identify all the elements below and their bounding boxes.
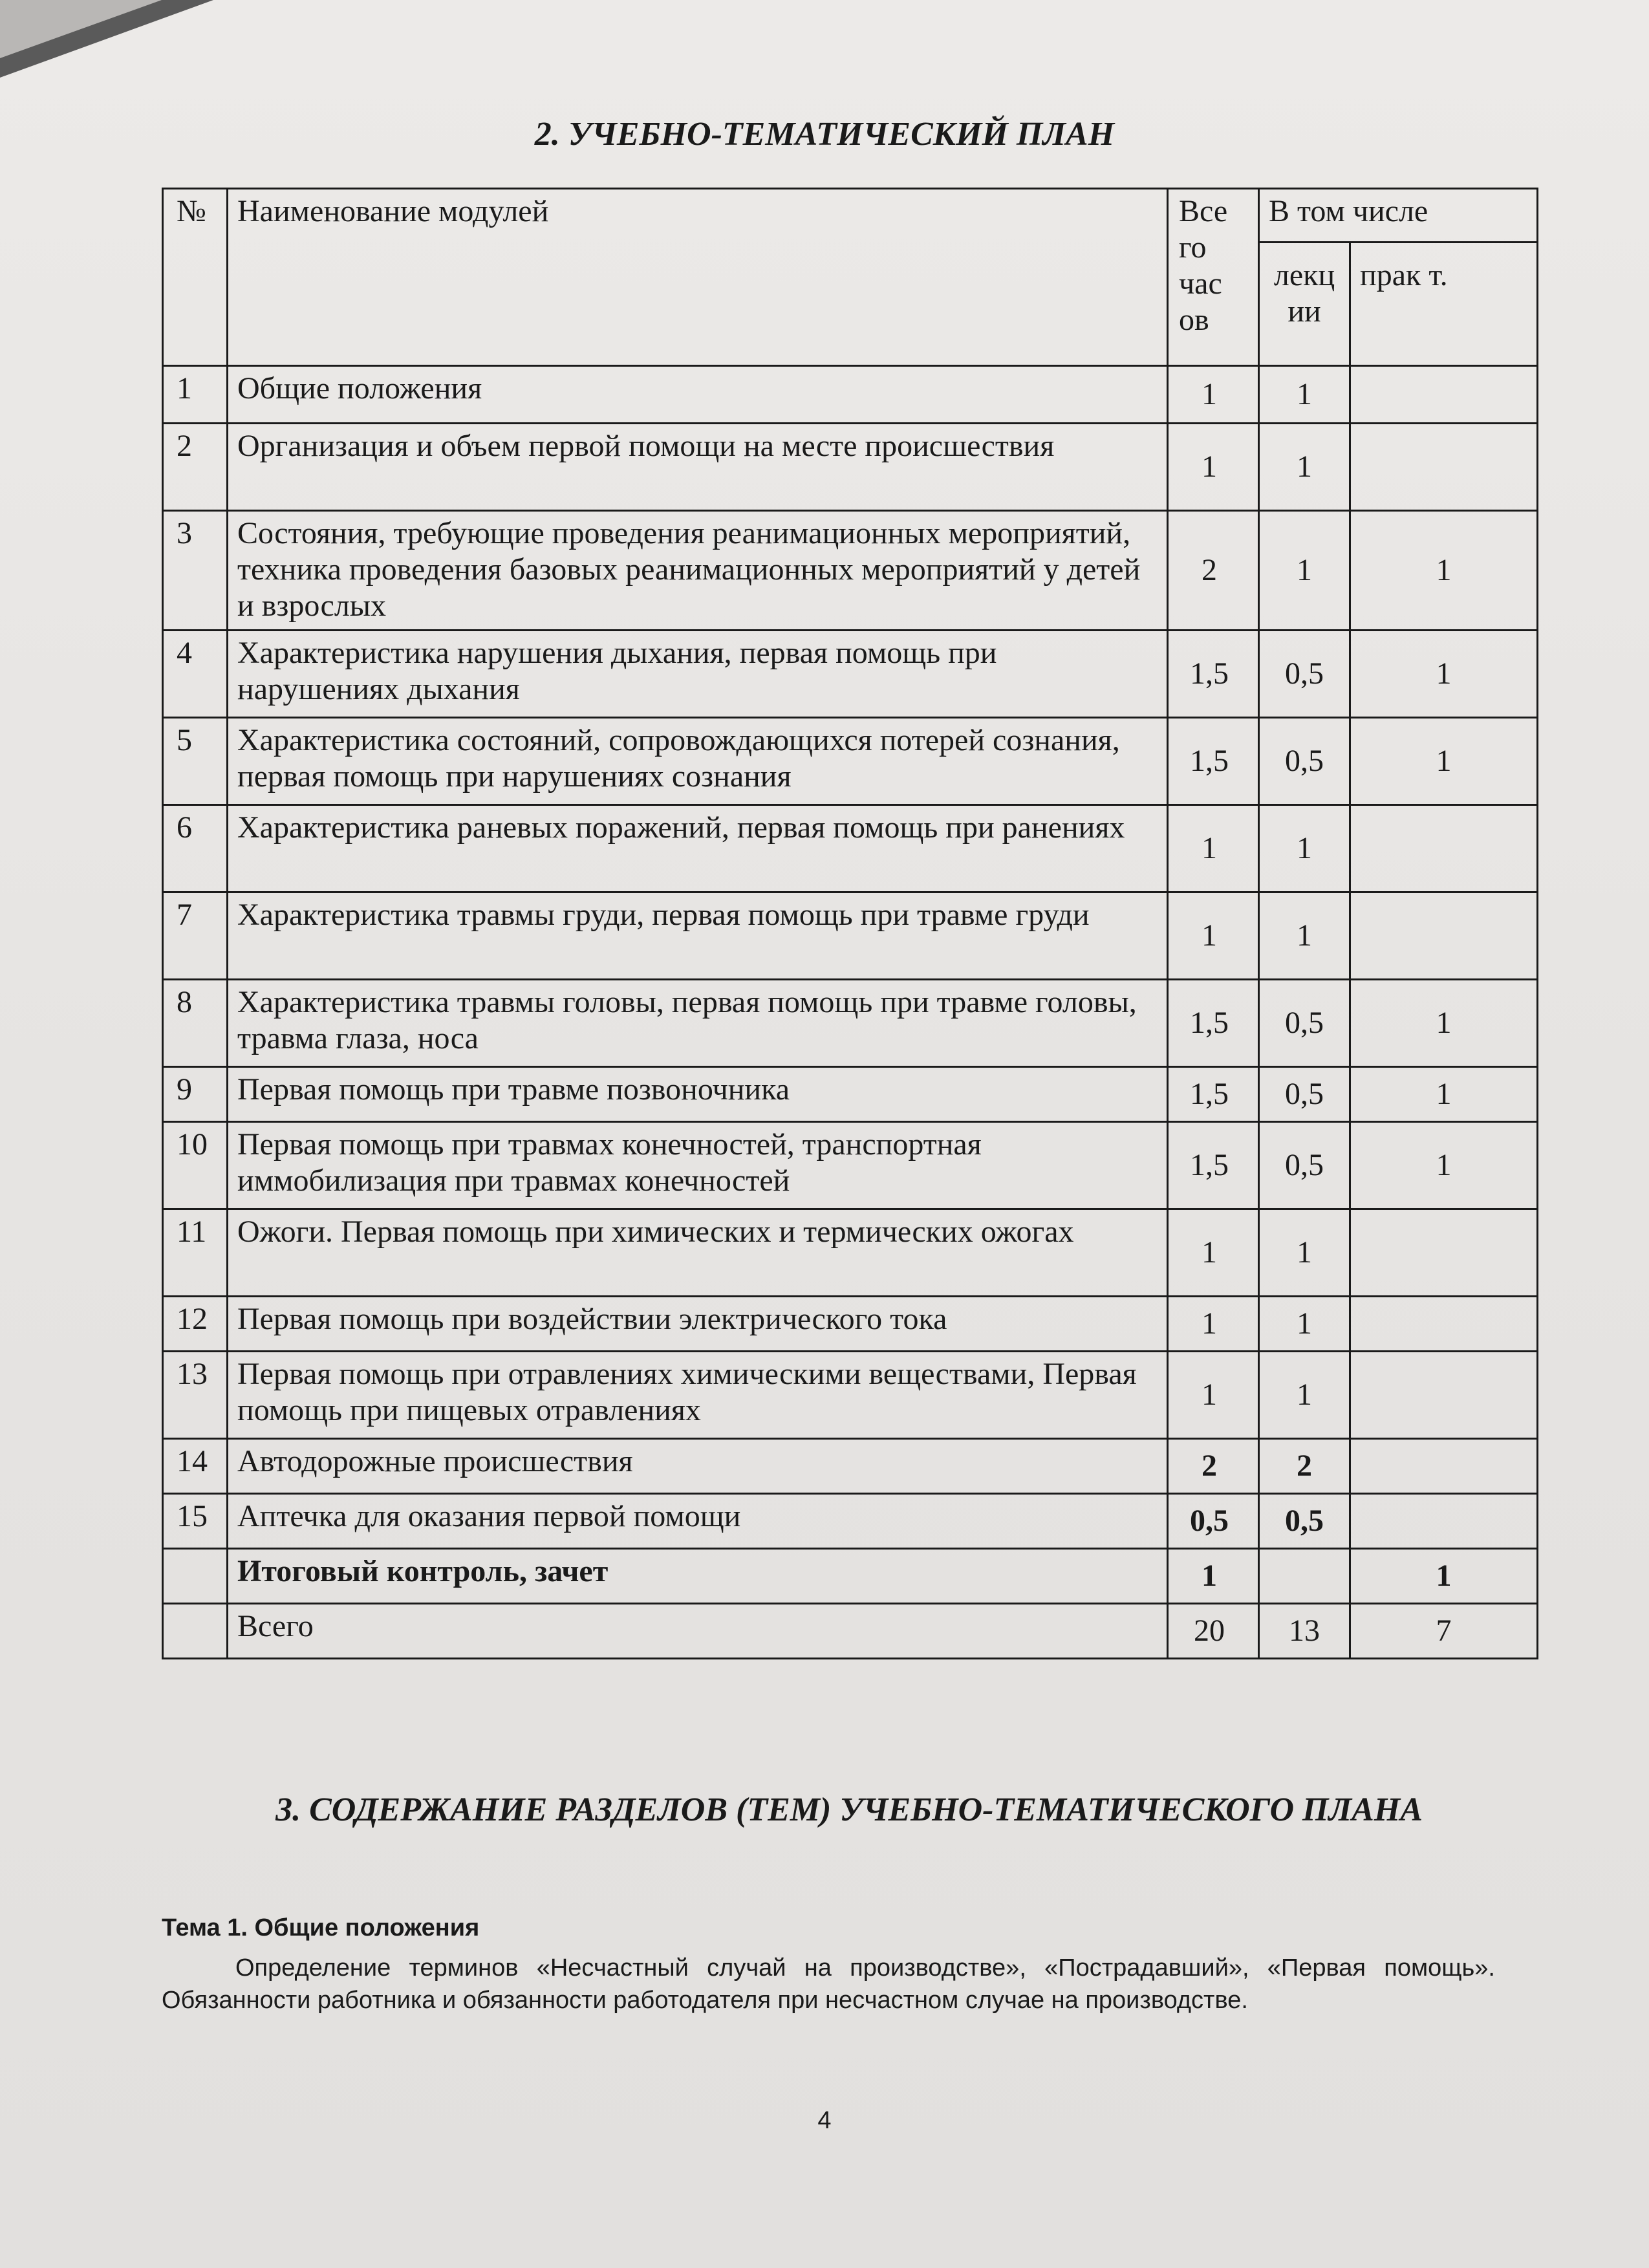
folded-corner bbox=[0, 0, 162, 58]
row-lecture-hours: 0,5 bbox=[1259, 631, 1350, 718]
row-lecture-hours: 1 bbox=[1259, 424, 1350, 511]
row-lecture-hours: 0,5 bbox=[1259, 980, 1350, 1067]
row-module-name: Характеристика нарушения дыхания, первая помощь при нарушениях дыхания bbox=[228, 631, 1168, 718]
row-total-hours: 1 bbox=[1168, 1549, 1259, 1604]
table-row bbox=[163, 424, 1538, 511]
header-name: Наименование модулей bbox=[228, 189, 1168, 366]
row-number: 15 bbox=[163, 1494, 228, 1549]
row-total-hours: 1,5 bbox=[1168, 631, 1259, 718]
row-number: 7 bbox=[163, 892, 228, 980]
row-lecture-hours: 1 bbox=[1259, 1352, 1350, 1439]
row-total-hours: 1 bbox=[1168, 424, 1259, 511]
row-practice-hours: 7 bbox=[1350, 1604, 1538, 1659]
row-practice-hours: 1 bbox=[1350, 1067, 1538, 1122]
table-row bbox=[163, 805, 1538, 892]
row-total-hours: 2 bbox=[1168, 1439, 1259, 1494]
row-number: 1 bbox=[163, 366, 228, 424]
row-module-name: Итоговый контроль, зачет bbox=[228, 1549, 1168, 1604]
row-module-name: Автодорожные происшествия bbox=[228, 1439, 1168, 1494]
table-row bbox=[163, 1352, 1538, 1439]
row-number: 4 bbox=[163, 631, 228, 718]
row-number bbox=[163, 1604, 228, 1659]
section-heading-contents: 3. СОДЕРЖАНИЕ РАЗДЕЛОВ (ТЕМ) УЧЕБНО-ТЕМАТИЧЕСКОГО ПЛАНА bbox=[275, 1791, 1423, 1828]
row-lecture-hours: 1 bbox=[1259, 1297, 1350, 1352]
row-lecture-hours: 0,5 bbox=[1259, 718, 1350, 805]
row-practice-hours: 1 bbox=[1350, 718, 1538, 805]
row-practice-hours bbox=[1350, 892, 1538, 980]
row-total-hours: 1 bbox=[1168, 805, 1259, 892]
row-number: 11 bbox=[163, 1209, 228, 1297]
row-module-name: Первая помощь при воздействии электрического тока bbox=[228, 1297, 1168, 1352]
row-total-hours: 1 bbox=[1168, 892, 1259, 980]
table-row bbox=[163, 1297, 1538, 1352]
row-practice-hours: 1 bbox=[1350, 980, 1538, 1067]
row-module-name: Всего bbox=[228, 1604, 1168, 1659]
table-header-row bbox=[163, 189, 1538, 243]
row-practice-hours bbox=[1350, 366, 1538, 424]
row-number: 3 bbox=[163, 511, 228, 631]
row-number: 5 bbox=[163, 718, 228, 805]
row-practice-hours: 1 bbox=[1350, 1549, 1538, 1604]
table-row bbox=[163, 1122, 1538, 1209]
row-module-name: Ожоги. Первая помощь при химических и термических ожогах bbox=[228, 1209, 1168, 1297]
table-row bbox=[163, 892, 1538, 980]
row-lecture-hours: 0,5 bbox=[1259, 1494, 1350, 1549]
curriculum-table bbox=[162, 188, 1538, 1659]
row-total-hours: 1,5 bbox=[1168, 1067, 1259, 1122]
section-heading-plan: 2. УЧЕБНО-ТЕМАТИЧЕСКИЙ ПЛАН bbox=[534, 116, 1115, 153]
row-module-name: Аптечка для оказания первой помощи bbox=[228, 1494, 1168, 1549]
row-practice-hours: 1 bbox=[1350, 1122, 1538, 1209]
row-total-hours: 1,5 bbox=[1168, 1122, 1259, 1209]
row-practice-hours bbox=[1350, 424, 1538, 511]
row-total-hours: 2 bbox=[1168, 511, 1259, 631]
table-row bbox=[163, 1494, 1538, 1549]
header-practice: прак т. bbox=[1350, 243, 1538, 366]
table-row bbox=[163, 511, 1538, 631]
row-lecture-hours: 1 bbox=[1259, 892, 1350, 980]
header-num: № bbox=[163, 189, 228, 366]
header-total: Все го час ов bbox=[1168, 189, 1259, 366]
row-lecture-hours: 1 bbox=[1259, 805, 1350, 892]
table-row bbox=[163, 1439, 1538, 1494]
header-including: В том числе bbox=[1259, 189, 1538, 243]
row-lecture-hours: 1 bbox=[1259, 511, 1350, 631]
row-module-name: Первая помощь при травмах конечностей, транспортная иммобилизация при травмах конечностей bbox=[228, 1122, 1168, 1209]
row-module-name: Состояния, требующие проведения реанимационных мероприятий, техника проведения базовых реанимационных мероприятий у детей и взрослых bbox=[228, 511, 1168, 631]
table-row bbox=[163, 366, 1538, 424]
row-module-name: Первая помощь при травме позвоночника bbox=[228, 1067, 1168, 1122]
row-total-hours: 0,5 bbox=[1168, 1494, 1259, 1549]
table-row bbox=[163, 1549, 1538, 1604]
row-number: 8 bbox=[163, 980, 228, 1067]
row-total-hours: 1 bbox=[1168, 1352, 1259, 1439]
row-lecture-hours: 1 bbox=[1259, 366, 1350, 424]
topic-1-text: Определение терминов «Несчастный случай на производстве», «Пострадавший», «Первая помощь». Обязанности работника и обязанности работодателя при несчастном случае на производстве. bbox=[162, 1954, 1495, 2014]
row-number: 10 bbox=[163, 1122, 228, 1209]
row-lecture-hours: 0,5 bbox=[1259, 1067, 1350, 1122]
page-number: 4 bbox=[817, 2107, 832, 2134]
row-practice-hours: 1 bbox=[1350, 631, 1538, 718]
row-total-hours: 20 bbox=[1168, 1604, 1259, 1659]
row-number bbox=[163, 1549, 228, 1604]
topic-1-title: Тема 1. Общие положения bbox=[162, 1914, 480, 1941]
row-lecture-hours: 13 bbox=[1259, 1604, 1350, 1659]
table-row bbox=[163, 1209, 1538, 1297]
row-module-name: Первая помощь при отравлениях химическими веществами, Первая помощь при пищевых отравлениях bbox=[228, 1352, 1168, 1439]
row-number: 2 bbox=[163, 424, 228, 511]
row-module-name: Организация и объем первой помощи на месте происшествия bbox=[228, 424, 1168, 511]
row-module-name: Характеристика состояний, сопровождающихся потерей сознания, первая помощь при нарушениях сознания bbox=[228, 718, 1168, 805]
row-total-hours: 1 bbox=[1168, 1209, 1259, 1297]
row-total-hours: 1,5 bbox=[1168, 718, 1259, 805]
header-lectures: лекц ии bbox=[1259, 243, 1350, 366]
row-total-hours: 1 bbox=[1168, 366, 1259, 424]
row-module-name: Общие положения bbox=[228, 366, 1168, 424]
row-practice-hours bbox=[1350, 1297, 1538, 1352]
table-row bbox=[163, 718, 1538, 805]
row-number: 9 bbox=[163, 1067, 228, 1122]
row-module-name: Характеристика травмы груди, первая помощь при травме груди bbox=[228, 892, 1168, 980]
row-total-hours: 1,5 bbox=[1168, 980, 1259, 1067]
row-number: 12 bbox=[163, 1297, 228, 1352]
table-row bbox=[163, 980, 1538, 1067]
row-lecture-hours: 0,5 bbox=[1259, 1122, 1350, 1209]
row-lecture-hours: 1 bbox=[1259, 1209, 1350, 1297]
row-number: 14 bbox=[163, 1439, 228, 1494]
row-module-name: Характеристика раневых поражений, первая помощь при ранениях bbox=[228, 805, 1168, 892]
row-practice-hours bbox=[1350, 1439, 1538, 1494]
row-lecture-hours bbox=[1259, 1549, 1350, 1604]
row-practice-hours bbox=[1350, 805, 1538, 892]
row-practice-hours bbox=[1350, 1352, 1538, 1439]
table-row bbox=[163, 631, 1538, 718]
table-row bbox=[163, 1604, 1538, 1659]
table-row bbox=[163, 1067, 1538, 1122]
row-practice-hours bbox=[1350, 1209, 1538, 1297]
row-total-hours: 1 bbox=[1168, 1297, 1259, 1352]
row-lecture-hours: 2 bbox=[1259, 1439, 1350, 1494]
row-practice-hours bbox=[1350, 1494, 1538, 1549]
row-number: 6 bbox=[163, 805, 228, 892]
row-practice-hours: 1 bbox=[1350, 511, 1538, 631]
row-module-name: Характеристика травмы головы, первая помощь при травме головы, травма глаза, носа bbox=[228, 980, 1168, 1067]
row-number: 13 bbox=[163, 1352, 228, 1439]
